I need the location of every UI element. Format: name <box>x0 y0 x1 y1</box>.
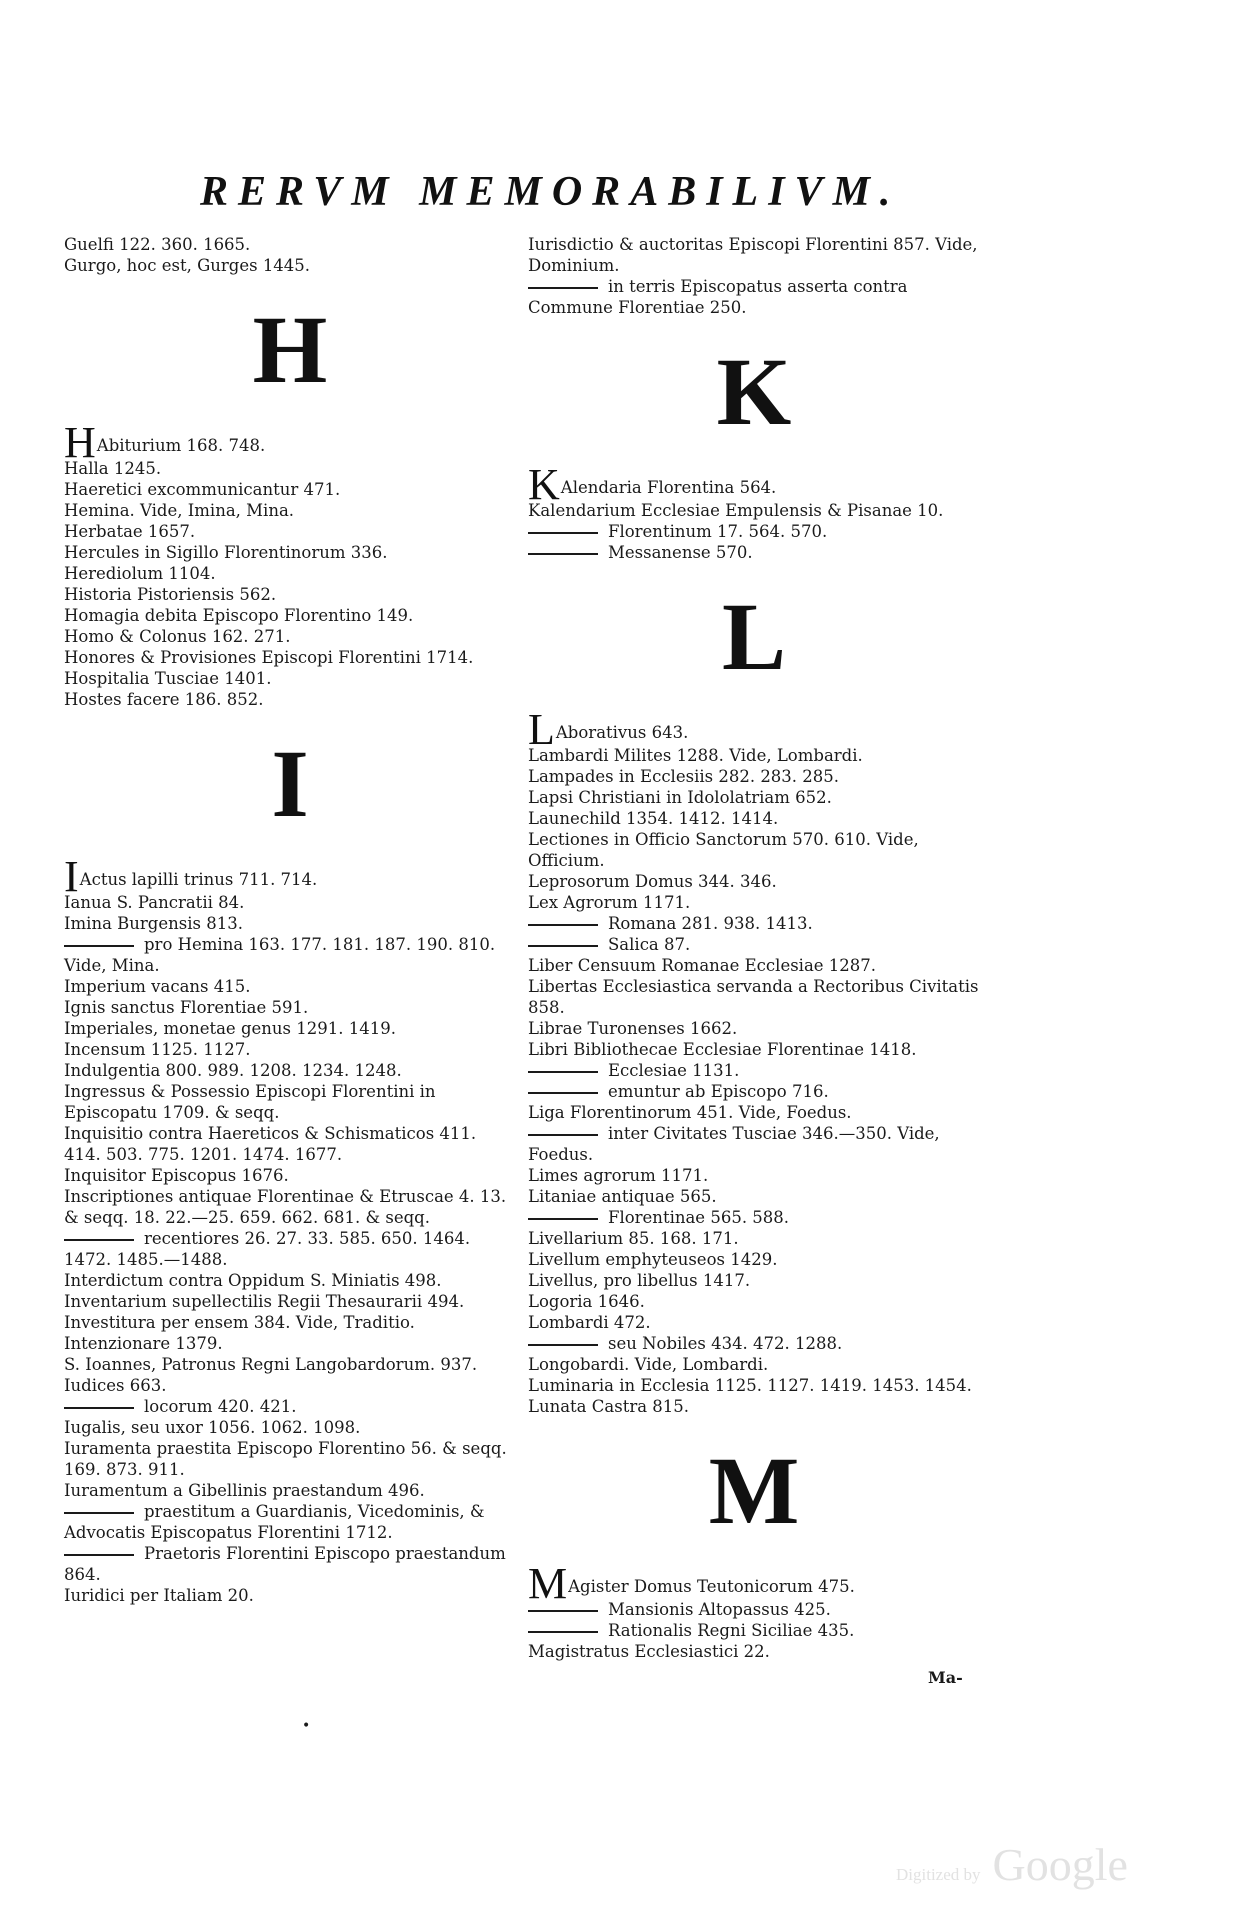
index-subentry <box>64 1543 516 1585</box>
index-entry: Gurgo, hoc est, Gurges 1445. <box>64 256 311 275</box>
index-entry: Iuramentum a Gibellinis praestandum 496. <box>64 1481 425 1500</box>
index-entry-lead <box>64 852 516 901</box>
drop-cap: K <box>528 460 560 509</box>
ditto-rule <box>528 1344 598 1346</box>
index-entry: Launechild 1354. 1412. 1414. <box>528 809 779 828</box>
ditto-rule <box>528 553 598 555</box>
index-entry: Leprosorum Domus 344. 346. <box>528 872 777 891</box>
ditto-rule <box>528 1092 598 1094</box>
lead-text: Agister Domus Teutonicorum 475. <box>568 1577 855 1596</box>
index-entry: Magistratus Ecclesiastici 22. <box>528 1642 770 1661</box>
lead-text: Abiturium 168. 748. <box>96 436 266 455</box>
drop-cap: L <box>528 705 555 754</box>
index-entry: Lambardi Milites 1288. Vide, Lombardi. <box>528 746 863 765</box>
index-entry: Iuridici per Italiam 20. <box>64 1586 254 1605</box>
index-entry-lead <box>64 418 516 467</box>
index-entry: Logoria 1646. <box>528 1292 645 1311</box>
index-entry: Imperium vacans 415. <box>64 977 251 996</box>
ditto-rule <box>64 1407 134 1409</box>
ditto-rule <box>528 532 598 534</box>
index-entry: Homagia debita Episcopo Florentino 149. <box>64 606 414 625</box>
section-letter-l: L <box>721 583 787 690</box>
watermark-logo: Google <box>992 1839 1128 1890</box>
lead-text: Actus lapilli trinus 711. 714. <box>79 870 318 889</box>
catchword: Ma- <box>928 1668 963 1687</box>
subentry-text: Messanense 570. <box>608 543 753 562</box>
index-subentry <box>528 542 980 563</box>
ditto-rule <box>528 1610 598 1612</box>
subentry-text: recentiores 26. 27. 33. 585. 650. 1464. 1472. 1485.—1488. <box>64 1229 471 1269</box>
ditto-rule <box>528 1631 598 1633</box>
index-entry: Livellum emphyteuseos 1429. <box>528 1250 778 1269</box>
index-entry: Herbatae 1657. <box>64 522 196 541</box>
index-subentry <box>64 1228 516 1270</box>
index-entry: Lunata Castra 815. <box>528 1397 690 1416</box>
lead-text: Aborativus 643. <box>555 723 689 742</box>
index-entry: Lex Agrorum 1171. <box>528 893 691 912</box>
index-entry: Iugalis, seu uxor 1056. 1062. 1098. <box>64 1418 361 1437</box>
subentry-text: seu Nobiles 434. 472. 1288. <box>608 1334 843 1353</box>
ditto-rule <box>64 1239 134 1241</box>
subentry-text: Florentinum 17. 564. 570. <box>608 522 828 541</box>
index-entry-lead <box>528 705 980 754</box>
ditto-rule <box>64 1554 134 1556</box>
index-entry: Guelfi 122. 360. 1665. <box>64 235 251 254</box>
index-subentry <box>64 1396 516 1417</box>
subentry-text: in terris Episcopatus asserta contra Commune Florentiae 250. <box>528 277 908 317</box>
section-letter-m: M <box>708 1437 800 1544</box>
index-entry: Inquisitor Episcopus 1676. <box>64 1166 289 1185</box>
index-entry: Hostes facere 186. 852. <box>64 690 264 709</box>
drop-cap: I <box>64 852 79 901</box>
subentry-text: Mansionis Altopassus 425. <box>608 1600 831 1619</box>
ditto-rule <box>528 1134 598 1136</box>
index-entry: Litaniae antiquae 565. <box>528 1187 717 1206</box>
index-entry: Liga Florentinorum 451. Vide, Foedus. <box>528 1103 852 1122</box>
index-entry: Inquisitio contra Haereticos & Schismaticos 411. 414. 503. 775. 1201. 1474. 1677. <box>64 1124 477 1164</box>
index-entry-lead <box>528 1559 980 1608</box>
ditto-rule <box>528 1218 598 1220</box>
drop-cap: H <box>64 418 96 467</box>
ditto-rule <box>528 945 598 947</box>
subentry-text: Rationalis Regni Siciliae 435. <box>608 1621 855 1640</box>
index-entry: Intenzionare 1379. <box>64 1334 223 1353</box>
index-entry: Ianua S. Pancratii 84. <box>64 893 245 912</box>
index-entry: Herediolum 1104. <box>64 564 216 583</box>
drop-cap: M <box>528 1559 568 1608</box>
section-letter-k: K <box>716 338 792 445</box>
index-subentry <box>528 1060 980 1081</box>
index-entry: Ignis sanctus Florentiae 591. <box>64 998 309 1017</box>
subentry-text: Romana 281. 938. 1413. <box>608 914 813 933</box>
index-entry-lead <box>528 460 980 509</box>
index-entry: Interdictum contra Oppidum S. Miniatis 498. <box>64 1271 442 1290</box>
index-entry: Honores & Provisiones Episcopi Florentini 1714. <box>64 648 474 667</box>
footer-mark: • <box>302 1718 311 1734</box>
index-entry: Imina Burgensis 813. <box>64 914 243 933</box>
subentry-text: inter Civitates Tusciae 346.—350. Vide, Foedus. <box>528 1124 940 1164</box>
left-column <box>64 234 516 1606</box>
index-entry: Hercules in Sigillo Florentinorum 336. <box>64 543 388 562</box>
section-letter-h: H <box>252 296 328 403</box>
index-entry: Livellarium 85. 168. 171. <box>528 1229 739 1248</box>
index-subentry <box>528 1620 980 1641</box>
index-subentry <box>528 1599 980 1620</box>
ditto-rule <box>528 1071 598 1073</box>
index-entry: Iurisdictio & auctoritas Episcopi Florentini 857. Vide, Dominium. <box>528 235 978 275</box>
index-entry: Inscriptiones antiquae Florentinae & Etruscae 4. 13. & seqq. 18. 22.—25. 659. 662. 681. & seqq. <box>64 1187 507 1227</box>
index-subentry <box>528 276 980 318</box>
index-entry: Imperiales, monetae genus 1291. 1419. <box>64 1019 396 1038</box>
index-entry: Libri Bibliothecae Ecclesiae Florentinae 1418. <box>528 1040 917 1059</box>
index-entry: Historia Pistoriensis 562. <box>64 585 277 604</box>
index-entry: Livellus, pro libellus 1417. <box>528 1271 751 1290</box>
index-entry: Lapsi Christiani in Idololatriam 652. <box>528 788 832 807</box>
index-entry: Hospitalia Tusciae 1401. <box>64 669 272 688</box>
index-entry: Longobardi. Vide, Lombardi. <box>528 1355 769 1374</box>
index-entry: Lombardi 472. <box>528 1313 651 1332</box>
index-entry: Luminaria in Ecclesia 1125. 1127. 1419. 1453. 1454. <box>528 1376 972 1395</box>
subentry-text: pro Hemina 163. 177. 181. 187. 190. 810. Vide, Mina. <box>64 935 496 975</box>
index-entry: Limes agrorum 1171. <box>528 1166 709 1185</box>
subentry-text: Florentinae 565. 588. <box>608 1208 790 1227</box>
index-subentry <box>528 1123 980 1165</box>
index-entry: Iudices 663. <box>64 1376 167 1395</box>
subentry-text: locorum 420. 421. <box>144 1397 297 1416</box>
index-entry: Haeretici excommunicantur 471. <box>64 480 341 499</box>
index-entry: Libertas Ecclesiastica servanda a Rectoribus Civitatis 858. <box>528 977 979 1017</box>
subentry-text: Praetoris Florentini Episcopo praestandum 864. <box>64 1544 506 1584</box>
index-subentry <box>64 934 516 976</box>
index-subentry <box>528 1081 980 1102</box>
index-subentry <box>64 1501 516 1543</box>
index-entry: Inventarium supellectilis Regii Thesaurarii 494. <box>64 1292 465 1311</box>
index-entry: Kalendarium Ecclesiae Empulensis & Pisanae 10. <box>528 501 944 520</box>
index-entry: Hemina. Vide, Imina, Mina. <box>64 501 295 520</box>
index-entry: Investitura per ensem 384. Vide, Traditio. <box>64 1313 415 1332</box>
index-subentry <box>528 934 980 955</box>
section-letter-i: I <box>271 730 309 837</box>
digitized-watermark <box>896 1838 1128 1891</box>
index-entry: Liber Censuum Romanae Ecclesiae 1287. <box>528 956 877 975</box>
index-entry: Lampades in Ecclesiis 282. 283. 285. <box>528 767 840 786</box>
index-subentry <box>528 1333 980 1354</box>
ditto-rule <box>64 1512 134 1514</box>
index-subentry <box>528 1207 980 1228</box>
index-entry: Halla 1245. <box>64 459 162 478</box>
index-entry: Ingressus & Possessio Episcopi Florentini in Episcopatu 1709. & seqq. <box>64 1082 436 1122</box>
subentry-text: praestitum a Guardianis, Vicedominis, & Advocatis Episcopatus Florentini 1712. <box>64 1502 485 1542</box>
subentry-text: Salica 87. <box>608 935 691 954</box>
index-subentry <box>528 521 980 542</box>
ditto-rule <box>64 945 134 947</box>
subentry-text: Ecclesiae 1131. <box>608 1061 740 1080</box>
subentry-text: emuntur ab Episcopo 716. <box>608 1082 829 1101</box>
index-subentry <box>528 913 980 934</box>
page-header: RERVM MEMORABILIVM. <box>200 169 901 215</box>
index-entry: Homo & Colonus 162. 271. <box>64 627 291 646</box>
index-entry: S. Ioannes, Patronus Regni Langobardorum. 937. <box>64 1355 478 1374</box>
index-entry: Iuramenta praestita Episcopo Florentino 56. & seqq. 169. 873. 911. <box>64 1439 507 1479</box>
index-entry: Incensum 1125. 1127. <box>64 1040 251 1059</box>
right-column <box>528 234 980 1662</box>
index-entry: Lectiones in Officio Sanctorum 570. 610. Vide, Officium. <box>528 830 919 870</box>
lead-text: Alendaria Florentina 564. <box>560 478 777 497</box>
ditto-rule <box>528 924 598 926</box>
watermark-small: Digitized by <box>896 1865 981 1884</box>
index-entry: Librae Turonenses 1662. <box>528 1019 738 1038</box>
index-entry: Indulgentia 800. 989. 1208. 1234. 1248. <box>64 1061 402 1080</box>
ditto-rule <box>528 287 598 289</box>
